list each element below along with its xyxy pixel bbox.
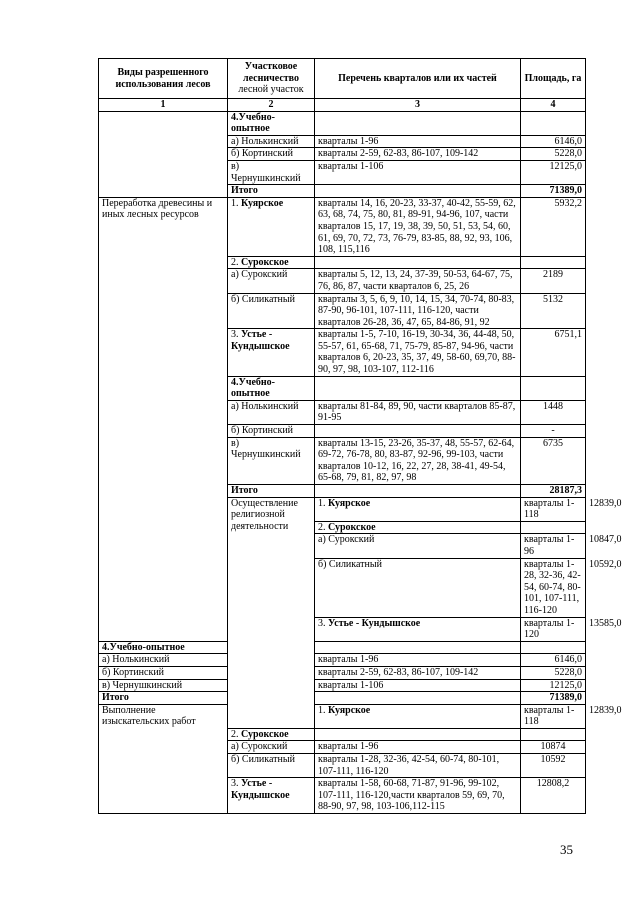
forestry-cell: б) Кортинский [228,425,315,438]
quarters-cell: кварталы 5, 12, 13, 24, 37-39, 50-53, 64-67, 75, 76, 86, 87, части кварталов 6, 25, 26 [315,269,521,293]
forestry-cell: б) Кортинский [99,666,228,679]
forestry-cell: Итого [228,185,315,198]
area-cell: 6146,0 [521,654,586,667]
forestry-cell: Итого [228,485,315,498]
forestry-cell: б) Силикатный [228,754,315,778]
quarters-cell: кварталы 1-118 [521,497,586,521]
forestry-number: 3. [231,329,241,341]
quarters-cell [315,485,521,498]
quarters-cell: кварталы 1-96 [315,654,521,667]
forestry-cell [315,521,521,534]
table-body [99,111,622,813]
column-number-row [99,99,586,112]
area-cell [521,256,586,269]
table-row [99,679,586,692]
area-cell: 1448 [521,400,586,424]
forestry-name: Куярское [328,497,371,509]
table-row: а) Сурокский кварталы 1-96 10847,0 [99,534,586,558]
area-cell: 5228,0 [521,666,586,679]
area-cell: 6751,1 [521,329,586,376]
forestry-name: Устье - Кундышское [231,329,290,352]
table-row [99,654,586,667]
forestry-cell [228,728,315,741]
column-number: 4 [521,99,586,112]
area-cell [521,111,586,135]
forestry-cell: Итого [99,692,228,705]
forestry-cell [228,778,315,814]
header-col-use-type: Виды разрешенного использования лесов [99,59,228,99]
forestry-name: Сурокское [328,521,376,533]
forestry-name: Устье - Кундышское [231,778,290,801]
forestry-name: Куярское [241,197,284,209]
forestry-number: 2. [318,521,328,533]
area-cell: 6146,0 [521,135,586,148]
quarters-cell: кварталы 1-28, 32-36, 42-54, 60-74, 80-101, 107-111, 116-120 [521,558,586,617]
forestry-cell: 4.Учебно-опытное [228,376,315,400]
forestry-cell: в) Чернушкинский [228,160,315,184]
forestry-cell: а) Сурокский [315,534,521,558]
table-row: б) Силикатный кварталы 1-28, 32-36, 42-54, 60-74, 80-101, 107-111, 116-120 10592,0 [99,558,586,617]
quarters-cell: кварталы 13-15, 23-26, 35-37, 48, 55-57, 62-64, 69-72, 76-78, 80, 83-87, 92-96, 99-103, части кварталов 10-12, 16, 22, 27, 28, 38-41, 49-54, 65-68, 79, 81, 82, 97, 98 [315,437,521,484]
forestry-cell: в) Чернушкинский [228,437,315,484]
quarters-cell: кварталы 1-106 [315,160,521,184]
quarters-cell [315,641,521,654]
forestry-cell: б) Кортинский [228,148,315,161]
table-row: Выполнение изыскательских работ 1. Куярское кварталы 1-118 12839,0 [99,704,586,728]
quarters-cell: кварталы 1-96 [315,135,521,148]
quarters-cell: кварталы 1-58, 60-68, 71-87, 91-96, 99-102, 107-111, 116-120,части кварталов 59, 69, 70, 88-90, 97, 98, 103-106,112-115 [315,778,521,814]
forestry-name: Сурокское [241,256,289,268]
area-cell: 71389,0 [521,692,586,705]
forestry-cell [228,256,315,269]
forestry-cell: а) Нолькинский [228,135,315,148]
forestry-cell [228,197,315,256]
forestry-number: 3. [231,778,241,790]
area-cell: 10874 [521,741,586,754]
quarters-cell [315,256,521,269]
quarters-cell: кварталы 2-59, 62-83, 86-107, 109-142 [315,148,521,161]
forestry-number: 1. [318,704,328,716]
header-col-quarters: Перечень кварталов или их частей [315,59,521,99]
header-col-forestry [228,59,315,99]
table-row [99,111,586,135]
page-number: 35 [560,842,573,857]
quarters-cell [521,521,586,534]
area-cell [521,376,586,400]
quarters-cell: кварталы 2-59, 62-83, 86-107, 109-142 [315,666,521,679]
forestry-number: 2. [231,256,241,268]
area-cell: 6735 [521,437,586,484]
quarters-cell [315,728,521,741]
area-cell: 28187,3 [521,485,586,498]
quarters-cell [315,425,521,438]
area-cell: 5228,0 [521,148,586,161]
quarters-cell [315,185,521,198]
forestry-cell: а) Нолькинский [228,400,315,424]
quarters-cell: кварталы 3, 5, 6, 9, 10, 14, 15, 34, 70-74, 80-83, 87-90, 96-101, 107-111, 116-120, части кварталов 26-28, 36, 47, 65, 84-86, 91, 92 [315,293,521,329]
forestry-cell: б) Силикатный [228,293,315,329]
quarters-cell: кварталы 14, 16, 20-23, 33-37, 40-42, 55-59, 62, 63, 68, 74, 75, 80, 81, 89-91, 94-96, 107, части кварталов 15, 17, 19, 38, 39, 50, 51, 53, 54, 60, 61, 69, 70, 72, 73, 76-79, 83-85, 88, 92, 93, 106, 108, 115,116 [315,197,521,256]
forestry-number: 2. [231,728,241,740]
quarters-cell: кварталы 1-96 [315,741,521,754]
column-number: 2 [228,99,315,112]
forestry-cell [315,617,521,641]
area-cell: 12125,0 [521,679,586,692]
area-cell: - [521,425,586,438]
quarters-cell [315,111,521,135]
quarters-cell [315,692,521,705]
forestry-cell: а) Сурокский [228,741,315,754]
forestry-cell: а) Нолькинский [99,654,228,667]
forestry-number: 1. [231,197,241,209]
table-row [99,692,586,705]
forestry-cell: б) Силикатный [315,558,521,617]
table-row [99,666,586,679]
table-row: Осуществление религиозной деятельности 1. Куярское кварталы 1-118 12839,0 [99,497,586,521]
forestry-cell [228,329,315,376]
forest-use-table [98,58,622,814]
quarters-cell: кварталы 1-118 [521,704,586,728]
column-number: 1 [99,99,228,112]
area-cell: 12808,2 [521,778,586,814]
forestry-number: 3. [318,617,328,629]
forestry-name: Устье - Кундышское [328,617,421,629]
area-cell: 5932,2 [521,197,586,256]
area-cell: 10592 [521,754,586,778]
forestry-cell [315,497,521,521]
quarters-cell: кварталы 1-120 [521,617,586,641]
table-row [99,641,586,654]
area-cell: 71389,0 [521,185,586,198]
quarters-cell: кварталы 1-106 [315,679,521,692]
header-col-area: Площадь, га [521,59,586,99]
quarters-cell: кварталы 1-28, 32-36, 42-54, 60-74, 80-101, 107-111, 116-120 [315,754,521,778]
quarters-cell: кварталы 81-84, 89, 90, части кварталов 85-87, 91-95 [315,400,521,424]
forestry-cell: а) Сурокский [228,269,315,293]
forestry-name: Сурокское [241,728,289,740]
area-cell: 2189 [521,269,586,293]
use-type-cell [99,111,228,197]
table-row: 3. Устье - Кундышское кварталы 1-120 13585,0 [99,617,586,641]
area-cell [521,641,586,654]
use-type-cell: Переработка древесины и иных лесных ресурсов [99,197,228,641]
area-cell: 12125,0 [521,160,586,184]
header-forestry-label: Участковое лесничество [242,61,299,84]
forestry-cell: 4.Учебно-опытное [228,111,315,135]
column-number: 3 [315,99,521,112]
area-cell [521,728,586,741]
forestry-cell: в) Чернушкинский [99,679,228,692]
area-cell: 5132 [521,293,586,329]
use-type-cell: Выполнение изыскательских работ [99,704,228,813]
quarters-cell: кварталы 1-5, 7-10, 16-19, 30-34, 36, 44-48, 50, 55-57, 61, 65-68, 71, 75-79, 85-87, 94-96, части кварталов 6, 20-23, 35, 37, 49, 58-60, 69,70, 88-90, 97, 98, 103-107, 112-116 [315,329,521,376]
forestry-number: 1. [318,497,328,509]
header-plot-label: лесной участок [238,84,304,96]
header-row [99,59,586,99]
forestry-cell: 4.Учебно-опытное [99,641,228,654]
quarters-cell: кварталы 1-96 [521,534,586,558]
forestry-name: Куярское [328,704,371,716]
use-type-cell: Осуществление религиозной деятельности [228,497,315,728]
table-row [99,197,586,256]
quarters-cell [315,376,521,400]
forestry-cell [315,704,521,728]
